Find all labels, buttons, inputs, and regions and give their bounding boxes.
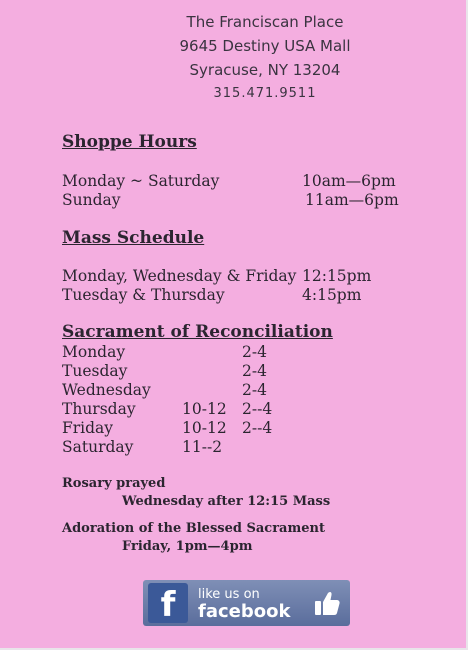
reconciliation-day: Wednesday: [62, 381, 151, 399]
store-phone: 315.471.9511: [213, 86, 317, 101]
reconciliation-day: Monday: [62, 343, 126, 361]
facebook-badge-text: [198, 586, 290, 620]
reconciliation-day: Tuesday: [62, 362, 128, 380]
reconciliation-morning: 11--2: [182, 438, 223, 456]
shoppe-hours-day: Sunday: [62, 191, 121, 209]
shoppe-hours-time: 10am—6pm: [302, 172, 396, 190]
store-header: [150, 10, 380, 106]
reconciliation-afternoon: 2-4: [242, 343, 267, 361]
reconciliation-afternoon: 2--4: [242, 419, 273, 437]
mass-schedule-heading: Mass Schedule: [62, 228, 205, 248]
facebook-badge-line1: like us on: [198, 587, 260, 602]
thumbs-up-icon: [312, 588, 342, 618]
reconciliation-afternoon: 2-4: [242, 362, 267, 380]
mass-schedule-day: Monday, Wednesday & Friday: [62, 267, 297, 285]
rosary-detail: Wednesday after 12:15 Mass: [122, 494, 331, 509]
mass-schedule-time: 4:15pm: [302, 286, 362, 304]
adoration-title: Adoration of the Blessed Sacrament: [62, 521, 325, 536]
reconciliation-afternoon: 2-4: [242, 381, 267, 399]
store-name: The Franciscan Place: [186, 13, 344, 31]
reconciliation-morning: 10-12: [182, 400, 227, 418]
shoppe-hours-day: Monday ~ Saturday: [62, 172, 220, 190]
mass-schedule-time: 12:15pm: [302, 267, 372, 285]
adoration-note: [62, 520, 325, 556]
facebook-badge-line2: facebook: [198, 601, 291, 622]
reconciliation-day: Thursday: [62, 400, 136, 418]
reconciliation-morning: 10-12: [182, 419, 227, 437]
store-address: 9645 Destiny USA Mall: [179, 37, 351, 55]
shoppe-hours-heading: Shoppe Hours: [62, 132, 197, 152]
shoppe-hours-time: 11am—6pm: [305, 191, 399, 209]
facebook-like-badge[interactable]: [143, 580, 350, 626]
reconciliation-day: Friday: [62, 419, 114, 437]
mass-schedule-day: Tuesday & Thursday: [62, 286, 225, 304]
store-city: Syracuse, NY 13204: [189, 61, 341, 79]
reconciliation-afternoon: 2--4: [242, 400, 273, 418]
rosary-title: Rosary prayed: [62, 476, 166, 491]
rosary-note: [62, 475, 330, 511]
adoration-detail: Friday, 1pm—4pm: [122, 539, 253, 554]
reconciliation-day: Saturday: [62, 438, 134, 456]
reconciliation-heading: Sacrament of Reconciliation: [62, 322, 333, 342]
facebook-f-icon: f: [148, 583, 188, 623]
